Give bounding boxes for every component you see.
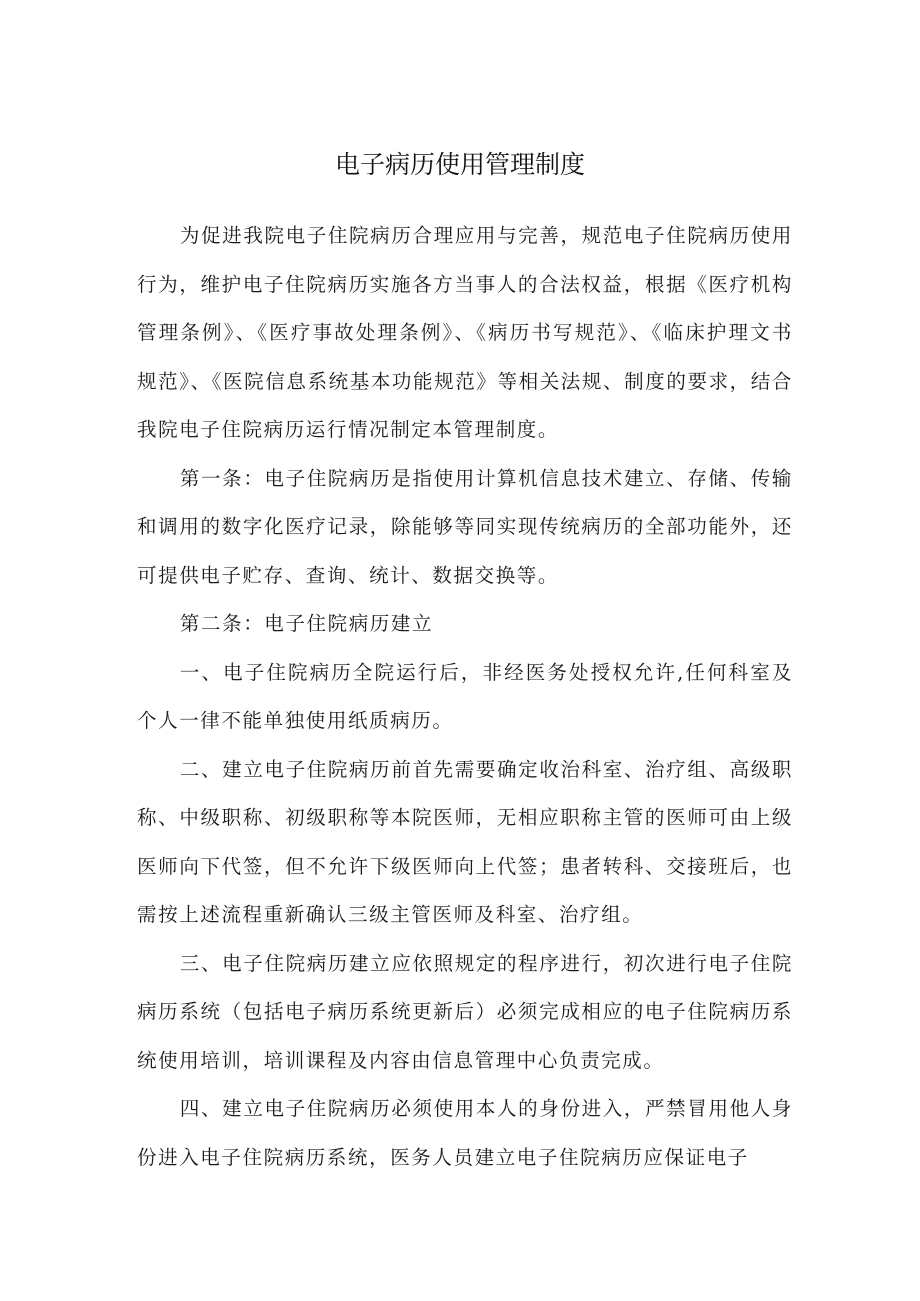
paragraph-item-4: 四、建立电子住院病历必须使用本人的身份进入，严禁冒用他人身份进入电子住院病历系统，医务人员建立电子住院病历应保证电子 bbox=[137, 1097, 793, 1169]
paragraph-preamble: 为促进我院电子住院病历合理应用与完善，规范电子住院病历使用行为，维护电子住院病历实施各方当事人的合法权益，根据《医疗机构管理条例》、《医疗事故处理条例》、《病历书写规范》、《临床护理文书规范》、《医院信息系统基本功能规范》等相关法规、制度的要求，结合我院电子住院病历运行情况制定本管理制度。 bbox=[137, 224, 793, 441]
paragraph-item-3: 三、电子住院病历建立应依照规定的程序进行，初次进行电子住院病历系统（包括电子病历系统更新后）必须完成相应的电子住院病历系统使用培训，培训课程及内容由信息管理中心负责完成。 bbox=[137, 951, 793, 1072]
document-body bbox=[137, 212, 793, 1182]
paragraph-item-1: 一、电子住院病历全院运行后，非经医务处授权允许,任何科室及个人一律不能单独使用纸质病历。 bbox=[137, 660, 793, 732]
paragraph-article-2-heading: 第二条：电子住院病历建立 bbox=[179, 612, 434, 635]
paragraph-article-1: 第一条：电子住院病历是指使用计算机信息技术建立、存储、传输和调用的数字化医疗记录，除能够等同实现传统病历的全部功能外，还可提供电子贮存、查询、统计、数据交换等。 bbox=[137, 466, 793, 587]
paragraph-item-2: 二、建立电子住院病历前首先需要确定收治科室、治疗组、高级职称、中级职称、初级职称等本院医师，无相应职称主管的医师可由上级医师向下代签，但不允许下级医师向上代签；患者转科、交接班后，也需按上述流程重新确认三级主管医师及科室、治疗组。 bbox=[137, 757, 793, 926]
document-title: 电子病历使用管理制度 bbox=[334, 150, 585, 179]
